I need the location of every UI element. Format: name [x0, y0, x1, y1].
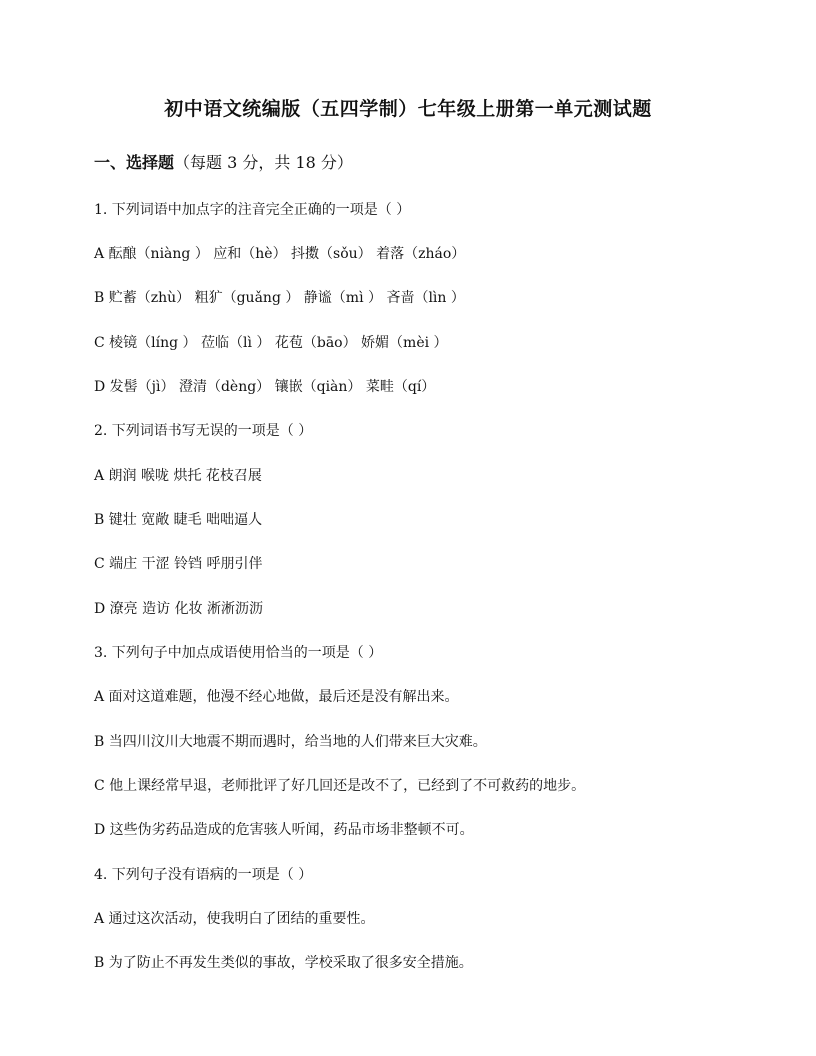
section-heading	[94, 150, 353, 173]
question-1-stem: 1. 下列词语中加点字的注音完全正确的一项是（ ）	[94, 202, 411, 218]
question-2-option-a: A 朗润 喉咙 烘托 花枝召展	[94, 468, 262, 484]
question-3-option-a: A 面对这道难题，他漫不经心地做，最后还是没有解出来。	[94, 689, 459, 705]
question-2-option-b: B 键壮 宽敞 睫毛 咄咄逼人	[94, 512, 263, 528]
question-3-option-c: C 他上课经常早退，老师批评了好几回还是改不了，已经到了不可救药的地步。	[94, 778, 586, 794]
question-3-option-d: D 这些伪劣药品造成的危害骇人听闻，药品市场非整顿不可。	[94, 822, 474, 838]
question-1-option-c: C 棱镜（líng ） 莅临（lì ） 花苞（bāo） 娇媚（mèi ）	[94, 335, 448, 351]
section-heading-label: 一、选择题	[94, 153, 175, 172]
section-heading-note: （每题 3 分，共 18 分）	[174, 153, 353, 172]
question-2-stem: 2. 下列词语书写无误的一项是（ ）	[94, 423, 313, 439]
question-3-option-b: B 当四川汶川大地震不期而遇时，给当地的人们带来巨大灾难。	[94, 734, 487, 750]
document-title: 初中语文统编版（五四学制）七年级上册第一单元测试题	[164, 98, 652, 120]
question-3-stem: 3. 下列句子中加点成语使用恰当的一项是（ ）	[94, 645, 383, 661]
question-1-option-d: D 发髻（jì） 澄清（dèng） 镶嵌（qiàn） 菜畦（qí）	[94, 379, 436, 395]
question-4-option-a: A 通过这次活动，使我明白了团结的重要性。	[94, 911, 375, 927]
question-2-option-c: C 端庄 干涩 铃铛 呼朋引伴	[94, 556, 263, 572]
question-2-option-d: D 潦亮 造访 化妆 淅淅沥沥	[94, 601, 264, 617]
question-1-option-b: B 贮蓄（zhù） 粗犷（guǎng ） 静谧（mì ） 吝啬（lìn ）	[94, 290, 465, 306]
question-4-option-b: B 为了防止不再发生类似的事故，学校采取了很多安全措施。	[94, 955, 473, 971]
question-1-option-a: A 酝酿（niàng ） 应和（hè） 抖擞（sǒu） 着落（zháo）	[94, 246, 466, 262]
question-4-stem: 4. 下列句子没有语病的一项是（ ）	[94, 867, 313, 883]
